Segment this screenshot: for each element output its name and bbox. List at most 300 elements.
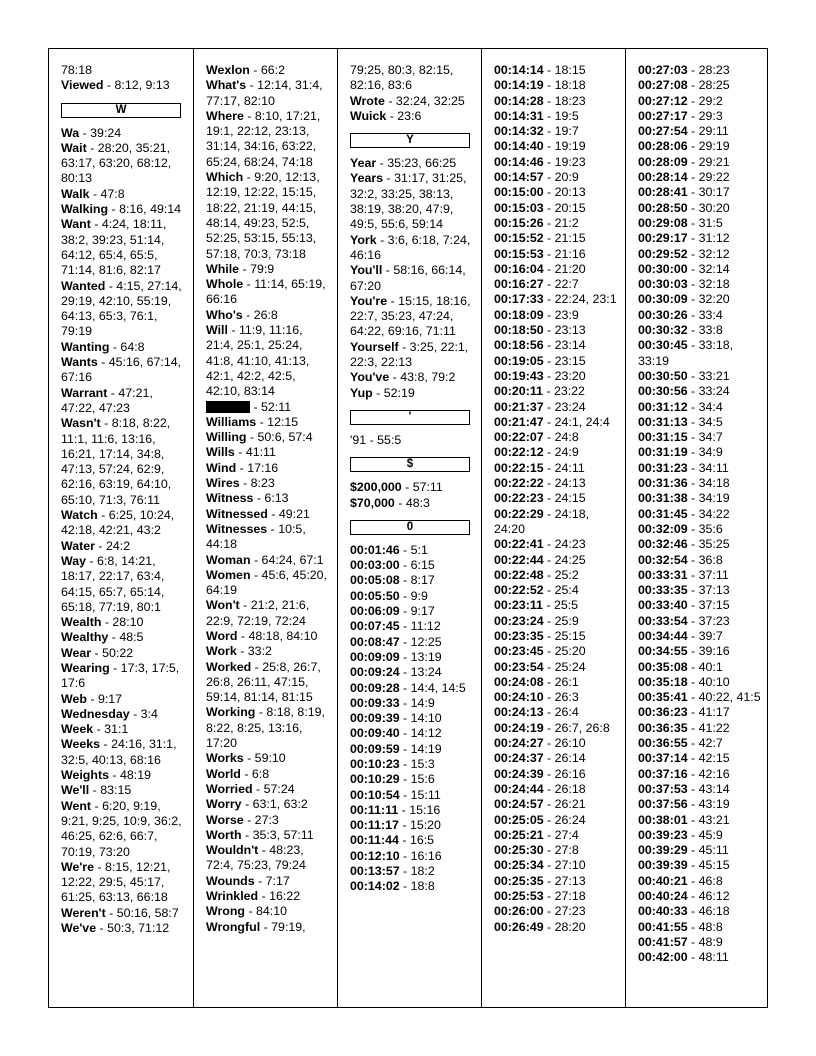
page-line-refs: 5:1 xyxy=(410,542,428,557)
page-line-refs: 47:8 xyxy=(100,186,125,201)
index-entry: 00:25:53 - 27:18 xyxy=(494,889,586,904)
index-term: 00:17:33 xyxy=(494,292,544,307)
index-entry: 00:31:19 - 34:9 xyxy=(638,445,723,460)
page-line-refs: 16:22 xyxy=(269,889,301,904)
page-line-refs: 37:13 xyxy=(698,583,730,598)
index-term: 00:33:35 xyxy=(638,583,688,598)
index-entry: 00:14:31 - 19:5 xyxy=(494,108,579,123)
index-entry: Witness - 6:13 xyxy=(206,491,289,506)
index-term: Wrote xyxy=(350,93,385,108)
index-term: 00:14:14 xyxy=(494,63,544,77)
index-term: Worried xyxy=(206,781,253,796)
index-term: 00:29:08 xyxy=(638,215,688,230)
index-entry: 00:13:57 - 18:2 xyxy=(350,864,435,879)
index-entry: Woman - 64:24, 67:1 xyxy=(206,552,324,567)
index-entry: Wind - 17:16 xyxy=(206,460,279,475)
index-entry: Weren't - 50:16, 58:7 xyxy=(61,905,179,920)
page-line-refs: 24:2 xyxy=(105,538,131,553)
page-line-refs: 6:15 xyxy=(410,558,435,573)
page-line-refs: 32:20 xyxy=(698,292,730,307)
page-line-refs: 27:13 xyxy=(554,873,586,888)
page-line-refs: 45:6, 45:20, 64:19 xyxy=(206,567,327,598)
page-line-refs: 79:9 xyxy=(250,261,275,276)
page-line-refs: 42:7 xyxy=(698,736,723,751)
index-entry: 00:40:24 - 46:12 xyxy=(638,889,730,904)
page-line-refs: 18:23 xyxy=(554,93,586,108)
index-entry: Web - 9:17 xyxy=(61,691,123,706)
index-term: 00:24:08 xyxy=(494,674,544,689)
page-line-refs: 48:23, 72:4, 75:23, 79:24 xyxy=(206,843,306,873)
index-entry: Viewed - 8:12, 9:13 xyxy=(61,78,170,93)
index-term: 00:16:27 xyxy=(494,277,544,292)
index-entry: 00:32:46 - 35:25 xyxy=(638,537,730,552)
index-term: 00:15:03 xyxy=(494,200,544,215)
index-entry: '91 - 55:5 xyxy=(350,432,402,447)
index-term: 00:39:29 xyxy=(638,843,688,858)
index-entry: Work - 33:2 xyxy=(206,644,272,659)
index-entry: Working - 8:18, 8:19, 8:22, 8:25, 13:16, 17:20 xyxy=(206,705,325,751)
index-term: 00:05:50 xyxy=(350,588,400,603)
page-line-refs: 33:18, 33:19 xyxy=(638,338,734,368)
page-line-refs: 79:19, xyxy=(271,919,306,934)
index-term: 00:14:28 xyxy=(494,93,544,108)
page-line-refs: 32:24, 32:25 xyxy=(395,93,465,108)
index-entry: Worse - 27:3 xyxy=(206,812,279,827)
index-term: 00:39:23 xyxy=(638,827,688,842)
page-line-refs: 4:24, 18:11, 38:2, 39:23, 51:14, 64:12, 65:4, 65:5, 71:14, 81:6, 82:17 xyxy=(61,217,167,278)
page-line-refs: 24:25 xyxy=(554,552,586,567)
page-line-refs: 25:20 xyxy=(554,644,586,659)
page-line-refs: 32:18 xyxy=(698,277,730,292)
index-term: 00:24:44 xyxy=(494,781,544,796)
index-entry: 00:25:35 - 27:13 xyxy=(494,873,586,888)
index-term: Wants xyxy=(61,355,98,370)
page-line-refs: 48:18, 84:10 xyxy=(248,628,318,643)
page-line-refs: 39:7 xyxy=(698,628,723,643)
index-entry: 00:23:24 - 25:9 xyxy=(494,613,579,628)
index-entry: 00:31:13 - 34:5 xyxy=(638,414,723,429)
page-line-refs: 46:8 xyxy=(698,873,723,888)
index-term: While xyxy=(206,261,240,276)
index-term: Wires xyxy=(206,476,240,491)
page-line-refs: 41:11 xyxy=(245,445,276,460)
index-term: 00:28:09 xyxy=(638,154,688,169)
index-term: 00:07:45 xyxy=(350,619,400,634)
index-term: 00:37:53 xyxy=(638,781,688,796)
index-entry: Wires - 8:23 xyxy=(206,476,275,491)
page-line-refs: 20:13 xyxy=(554,185,586,200)
index-entry: Wear - 50:22 xyxy=(61,645,134,660)
index-entry: 00:09:09 - 13:19 xyxy=(350,649,442,664)
index-term: 00:33:54 xyxy=(638,613,688,628)
index-entry: 00:22:29 - 24:18, 24:20 xyxy=(494,506,590,536)
index-term: 00:34:55 xyxy=(638,644,688,659)
index-term: Years xyxy=(350,171,384,186)
index-term: Wills xyxy=(206,445,235,460)
page-line-refs: 24:9 xyxy=(554,445,579,460)
page-line-refs: 21:2, 21:6, 22:9, 72:19, 72:24 xyxy=(206,598,310,628)
index-term: Whole xyxy=(206,277,244,292)
page-line-refs: 23:14 xyxy=(554,338,586,353)
index-term: Word xyxy=(206,628,238,643)
index-term: 00:32:09 xyxy=(638,521,688,536)
index-term: 00:30:50 xyxy=(638,368,688,383)
index-term: 00:23:54 xyxy=(494,659,544,674)
page-line-refs: 46:12 xyxy=(698,889,730,904)
index-term: 00:22:44 xyxy=(494,552,544,567)
page-line-refs: 6:25, 10:24, 42:18, 42:21, 43:2 xyxy=(61,508,175,538)
index-term: 00:18:50 xyxy=(494,323,544,338)
index-term: Wait xyxy=(61,140,87,155)
page-line-refs: 26:21 xyxy=(554,797,586,812)
index-entry: 00:09:39 - 14:10 xyxy=(350,711,442,726)
index-term: 00:36:35 xyxy=(638,720,688,735)
index-term: Wealthy xyxy=(61,630,109,645)
index-entry: Where - 8:10, 17:21, 19:1, 22:12, 23:13, 31:14, 34:16, 63:22, 65:24, 68:24, 74:18 xyxy=(206,108,321,169)
index-entry: 00:06:09 - 9:17 xyxy=(350,604,435,619)
page-line-refs: 50:3, 71:12 xyxy=(107,921,170,936)
index-term: 00:09:40 xyxy=(350,726,400,741)
index-entry: Wanting - 64:8 xyxy=(61,339,145,354)
page-line-refs: 6:8, 14:21, 18:17, 22:17, 63:4, 64:15, 65:7, 65:14, 65:18, 77:19, 80:1 xyxy=(61,553,165,614)
index-term: 00:41:57 xyxy=(638,934,688,949)
page-line-refs: 32:14 xyxy=(698,261,730,276)
index-term: 00:25:35 xyxy=(494,873,544,888)
index-entry: 00:22:52 - 25:4 xyxy=(494,583,579,598)
index-entry: Who's - 26:8 xyxy=(206,307,278,322)
page-line-refs: 48:9 xyxy=(698,934,723,949)
index-term: Wa xyxy=(61,125,80,140)
index-term: Wrinkled xyxy=(206,889,259,904)
page-line-refs: 33:24 xyxy=(698,384,730,399)
index-entry: Want - 4:24, 18:11, 38:2, 39:23, 51:14, 64:12, 65:4, 65:5, 71:14, 81:6, 82:17 xyxy=(61,217,167,278)
page-line-refs: 26:3 xyxy=(554,690,579,705)
index-term: 00:23:24 xyxy=(494,613,544,628)
page-line-refs: 29:22 xyxy=(698,170,730,185)
index-entry: Way - 6:8, 14:21, 18:17, 22:17, 63:4, 64:15, 65:7, 65:14, 65:18, 77:19, 80:1 xyxy=(61,553,165,614)
index-term: 00:03:00 xyxy=(350,558,400,573)
index-entry: Wrote - 32:24, 32:25 xyxy=(350,93,465,108)
page-line-refs: 14:4, 14:5 xyxy=(410,680,466,695)
page-line-refs: 24:15 xyxy=(554,491,586,506)
page-line-refs: 3:25, 22:1, 22:3, 22:13 xyxy=(350,339,469,370)
index-term: 00:31:15 xyxy=(638,430,688,445)
index-term: Worked xyxy=(206,659,252,674)
index-entry: 00:33:40 - 37:15 xyxy=(638,598,730,613)
index-entry: Wait - 28:20, 35:21, 63:17, 63:20, 68:12, 80:13 xyxy=(61,140,172,186)
page-line-refs: 45:15 xyxy=(698,858,730,873)
index-term: 00:31:19 xyxy=(638,445,688,460)
page-line-refs: 8:23 xyxy=(250,476,275,491)
index-term: 00:22:07 xyxy=(494,430,544,445)
page-line-refs: 42:15 xyxy=(698,751,730,766)
index-entry: Will - 11:9, 11:16, 21:4, 25:1, 25:24, 41:8, 41:10, 41:13, 42:1, 42:2, 42:5, 42:10, 83:14 xyxy=(206,323,310,399)
index-entry: 00:18:50 - 23:13 xyxy=(494,323,586,338)
index-entry: Witnessed - 49:21 xyxy=(206,506,310,521)
index-entry: 00:38:01 - 43:21 xyxy=(638,812,730,827)
index-term: 00:30:00 xyxy=(638,261,688,276)
index-term: 00:27:08 xyxy=(638,78,688,93)
index-entry: 00:27:54 - 29:11 xyxy=(638,124,729,139)
index-entry: 00:35:41 - 40:22, 41:5 xyxy=(638,690,761,705)
index-entry: Wealthy - 48:5 xyxy=(61,630,144,645)
index-term: 00:37:16 xyxy=(638,766,688,781)
index-entry: Wouldn't - 48:23, 72:4, 75:23, 79:24 xyxy=(206,843,306,873)
index-term: Year xyxy=(350,156,377,171)
index-term: 00:20:11 xyxy=(494,384,543,399)
page-line-refs: 43:14 xyxy=(698,781,730,796)
index-term: 00:18:09 xyxy=(494,307,544,322)
index-entry: 00:30:50 - 33:21 xyxy=(638,368,730,383)
page-line-refs: 8:12, 9:13 xyxy=(114,78,170,93)
index-term: 00:30:32 xyxy=(638,323,688,338)
index-entry: 00:01:46 - 5:1 xyxy=(350,542,428,557)
index-term: Weeks xyxy=(61,737,101,752)
index-entry: 00:26:49 - 28:20 xyxy=(494,919,586,934)
section-letter-header: W xyxy=(61,103,181,118)
page-line-refs: 58:16, 66:14, 67:20 xyxy=(350,263,466,293)
index-entry: Walking - 8:16, 49:14 xyxy=(61,202,182,217)
index-term: Willing xyxy=(206,430,247,445)
page-line-refs: 29:11 xyxy=(698,124,729,139)
page-line-refs: 19:5 xyxy=(554,108,579,123)
page-line-refs: 26:18 xyxy=(554,781,586,796)
index-term: Viewed xyxy=(61,78,104,93)
page-line-refs: 35:23, 66:25 xyxy=(387,156,457,171)
page-line-refs: 15:15, 18:16, 22:7, 35:23, 47:24, 64:22, 69:16, 71:11 xyxy=(350,293,471,339)
index-term: 00:09:33 xyxy=(350,695,400,710)
index-entry: Wasn't - 8:18, 8:22, 11:1, 11:6, 13:16, 16:21, 17:14, 34:8, 47:13, 57:24, 62:9, 62:16, 63:19, 64:10, 65:10, 71:3, 76:11 xyxy=(61,416,172,507)
index-term: 00:09:39 xyxy=(350,711,400,726)
index-entry: World - 6:8 xyxy=(206,766,270,781)
index-entry: 00:19:05 - 23:15 xyxy=(494,353,586,368)
index-term: 00:09:59 xyxy=(350,741,400,756)
page-line-refs: 34:11 xyxy=(698,460,729,475)
index-entry: Wants - 45:16, 67:14, 67:16 xyxy=(61,355,182,385)
page-line-refs: 20:9 xyxy=(554,170,579,185)
page-line-refs: 27:18 xyxy=(554,889,586,904)
index-term: Web xyxy=(61,691,87,706)
index-entry: 00:09:28 - 14:4, 14:5 xyxy=(350,680,466,695)
index-term: 00:14:02 xyxy=(350,879,400,894)
index-term: 00:27:03 xyxy=(638,63,688,77)
index-entry: 00:31:45 - 34:22 xyxy=(638,506,730,521)
index-term: Week xyxy=(61,722,94,737)
index-term: 00:06:09 xyxy=(350,604,400,619)
page-line-refs: 13:19 xyxy=(410,649,442,664)
index-entry: 00:10:23 - 15:3 xyxy=(350,756,435,771)
page-line-refs: 24:23 xyxy=(554,537,586,552)
page-line-refs: 23:6 xyxy=(397,108,422,123)
index-entry: 00:25:05 - 26:24 xyxy=(494,812,586,827)
index-term: Wearing xyxy=(61,660,110,675)
page-line-refs: 66:2 xyxy=(260,63,285,77)
index-entry: Wanted - 4:15, 27:14, 29:19, 42:10, 55:19, 64:13, 65:3, 76:1, 79:19 xyxy=(61,278,182,339)
page-line-refs: 26:14 xyxy=(554,751,586,766)
index-entry: 00:29:17 - 31:12 xyxy=(638,231,730,246)
index-term: 00:30:56 xyxy=(638,384,688,399)
page-line-refs: 26:24 xyxy=(554,812,586,827)
index-entry: Wrongful - 79:19, xyxy=(206,919,306,934)
page-line-refs: 27:4 xyxy=(554,827,579,842)
index-term: 00:31:45 xyxy=(638,506,688,521)
index-term: 00:33:31 xyxy=(638,567,688,582)
page-line-refs: 19:23 xyxy=(554,154,586,169)
page-line-refs: 16:5 xyxy=(409,833,435,848)
page-line-refs: 11:9, 11:16, 21:4, 25:1, 25:24, 41:8, 41:10, 41:13, 42:1, 42:2, 42:5, 42:10, 83:14 xyxy=(206,323,310,399)
page-line-refs: 43:21 xyxy=(698,812,730,827)
index-entry: 00:14:19 - 18:18 xyxy=(494,78,586,93)
index-entry: 00:33:31 - 37:11 xyxy=(638,567,729,582)
page-line-refs: 37:15 xyxy=(698,598,730,613)
page-line-refs: 24:13 xyxy=(554,476,586,491)
index-entry: We'll - 83:15 xyxy=(61,783,132,798)
section-letter-header: 0 xyxy=(350,520,470,535)
page-line-refs: 11:12 xyxy=(410,619,441,634)
index-entry: 00:30:32 - 33:8 xyxy=(638,323,723,338)
index-entry: 00:39:39 - 45:15 xyxy=(638,858,730,873)
index-entry: 00:15:53 - 21:16 xyxy=(494,246,586,261)
index-term: 00:22:29 xyxy=(494,506,544,521)
page-line-refs: 29:19 xyxy=(698,139,730,154)
index-term: 00:10:29 xyxy=(350,772,400,787)
page-line-refs: 34:9 xyxy=(698,445,723,460)
index-entry: 00:24:44 - 26:18 xyxy=(494,781,586,796)
page-line-refs: 21:16 xyxy=(554,246,586,261)
index-term: York xyxy=(350,232,377,247)
page-line-refs: 14:12 xyxy=(410,726,442,741)
index-term: Women xyxy=(206,567,251,582)
page-line-refs: 23:22 xyxy=(553,384,585,399)
index-term: Who's xyxy=(206,307,243,322)
index-entry: 00:23:11 - 25:5 xyxy=(494,598,579,613)
index-term: 00:40:33 xyxy=(638,904,688,919)
index-term: 00:24:39 xyxy=(494,766,544,781)
section-letter-header: Y xyxy=(350,133,470,148)
index-entry: We've - 50:3, 71:12 xyxy=(61,921,170,936)
page-line-refs: 29:3 xyxy=(698,108,723,123)
page-line-refs: 21:20 xyxy=(554,261,586,276)
index-entry: Worked - 25:8, 26:7, 26:8, 26:11, 47:15, 59:14, 81:14, 81:15 xyxy=(206,659,321,705)
index-term: 00:30:09 xyxy=(638,292,688,307)
index-term: 00:28:14 xyxy=(638,170,688,185)
page-line-refs: 19:19 xyxy=(554,139,586,154)
index-entry: 00:25:21 - 27:4 xyxy=(494,827,579,842)
index-term: 00:15:52 xyxy=(494,231,544,246)
page-line-refs: 28:10 xyxy=(112,615,144,630)
index-term: 00:28:41 xyxy=(638,185,688,200)
index-term: Watch xyxy=(61,508,98,523)
page-line-refs: 14:19 xyxy=(410,741,442,756)
index-term: 00:15:53 xyxy=(494,246,544,261)
index-entry: 00:16:04 - 21:20 xyxy=(494,261,586,276)
page-line-refs: 22:7 xyxy=(554,277,579,292)
index-term: 00:01:46 xyxy=(350,542,400,557)
page-line-refs: 40:1 xyxy=(698,659,723,674)
page-line-refs: 34:5 xyxy=(698,414,723,429)
index-entry: 00:22:23 - 24:15 xyxy=(494,491,586,506)
page-line-refs: 6:13 xyxy=(264,491,289,506)
page-line-refs: 23:15 xyxy=(554,353,586,368)
page-line-refs: 8:17 xyxy=(410,573,435,588)
index-term: Wouldn't xyxy=(206,843,259,858)
index-term: 00:22:23 xyxy=(494,491,544,506)
index-term: 00:11:44 xyxy=(350,833,399,848)
index-entry: While - 79:9 xyxy=(206,261,275,276)
section-letter-header: ' xyxy=(350,410,470,425)
page-line-refs: 15:3 xyxy=(410,756,435,771)
index-entry: 00:18:09 - 23:9 xyxy=(494,307,579,322)
page-line-refs: 28:20, 35:21, 63:17, 63:20, 68:12, 80:13 xyxy=(61,140,172,186)
index-entry: 00:35:08 - 40:1 xyxy=(638,659,723,674)
page-line-refs: 15:16 xyxy=(409,802,441,817)
index-term: 00:14:31 xyxy=(494,108,544,123)
index-entry: 00:33:35 - 37:13 xyxy=(638,583,730,598)
index-entry: 00:19:43 - 23:20 xyxy=(494,368,586,383)
index-term: 00:30:45 xyxy=(638,338,688,353)
page-line-refs: 35:25 xyxy=(698,537,730,552)
page-line-refs: 37:23 xyxy=(698,613,730,628)
index-entry: Weeks - 24:16, 31:1, 32:5, 40:13, 68:16 xyxy=(61,737,177,767)
index-entry: 00:34:44 - 39:7 xyxy=(638,628,723,643)
index-term: 00:26:00 xyxy=(494,904,544,919)
index-entry: You'll - 58:16, 66:14, 67:20 xyxy=(350,263,466,293)
index-term: Work xyxy=(206,644,237,659)
index-entry: 00:24:10 - 26:3 xyxy=(494,690,579,705)
page-line-refs: 34:19 xyxy=(698,491,730,506)
index-entry: Witnesses - 10:5, 44:18 xyxy=(206,521,306,552)
page-line-refs: 59:10 xyxy=(254,751,286,766)
index-entry: $70,000 - 48:3 xyxy=(350,495,430,510)
index-entry: You're - 15:15, 18:16, 22:7, 35:23, 47:24, 64:22, 69:16, 71:11 xyxy=(350,293,471,339)
index-term: 00:27:17 xyxy=(638,108,688,123)
index-entry: 00:15:00 - 20:13 xyxy=(494,185,586,200)
index-term: 00:29:52 xyxy=(638,246,688,261)
page-line-refs: 21:15 xyxy=(554,231,586,246)
index-entry: 00:33:54 - 37:23 xyxy=(638,613,730,628)
index-entry: 00:28:50 - 30:20 xyxy=(638,200,730,215)
index-term: Wrongful xyxy=(206,919,261,934)
page-line-refs: 45:9 xyxy=(698,827,723,842)
page-line-refs: 14:9 xyxy=(410,695,435,710)
index-entry: 00:31:38 - 34:19 xyxy=(638,491,730,506)
index-column-4 xyxy=(481,49,625,1007)
index-entry: Works - 59:10 xyxy=(206,751,286,766)
index-entry: 00:05:50 - 9:9 xyxy=(350,588,428,603)
page-line-refs: 40:22, 41:5 xyxy=(698,690,761,705)
page-line-refs: 9:9 xyxy=(410,588,428,603)
index-entry: 00:14:40 - 19:19 xyxy=(494,139,586,154)
page-line-refs: 26:4 xyxy=(554,705,579,720)
index-term: 00:30:26 xyxy=(638,307,688,322)
index-entry: Worth - 35:3, 57:11 xyxy=(206,827,314,842)
index-entry: 00:14:28 - 18:23 xyxy=(494,93,586,108)
index-entry: 00:24:57 - 26:21 xyxy=(494,797,586,812)
index-term: 00:42:00 xyxy=(638,950,688,965)
index-entry: Wealth - 28:10 xyxy=(61,615,144,630)
index-entry: 00:14:57 - 20:9 xyxy=(494,170,579,185)
index-entry: Wrong - 84:10 xyxy=(206,904,288,919)
index-term: We've xyxy=(61,921,97,936)
index-entry: Whole - 11:14, 65:19, 66:16 xyxy=(206,277,326,307)
page-line-refs: 14:10 xyxy=(410,711,442,726)
index-entry: 00:37:56 - 43:19 xyxy=(638,797,730,812)
page-line-refs: 31:17, 31:25, 32:2, 33:25, 38:13, 38:19, 38:20, 47:9, 49:5, 55:6, 59:14 xyxy=(350,171,467,232)
index-term: Witnessed xyxy=(206,506,268,521)
index-entry xyxy=(350,63,475,94)
index-entry: Worried - 57:24 xyxy=(206,781,295,796)
page-line-refs: 26:1 xyxy=(554,674,579,689)
